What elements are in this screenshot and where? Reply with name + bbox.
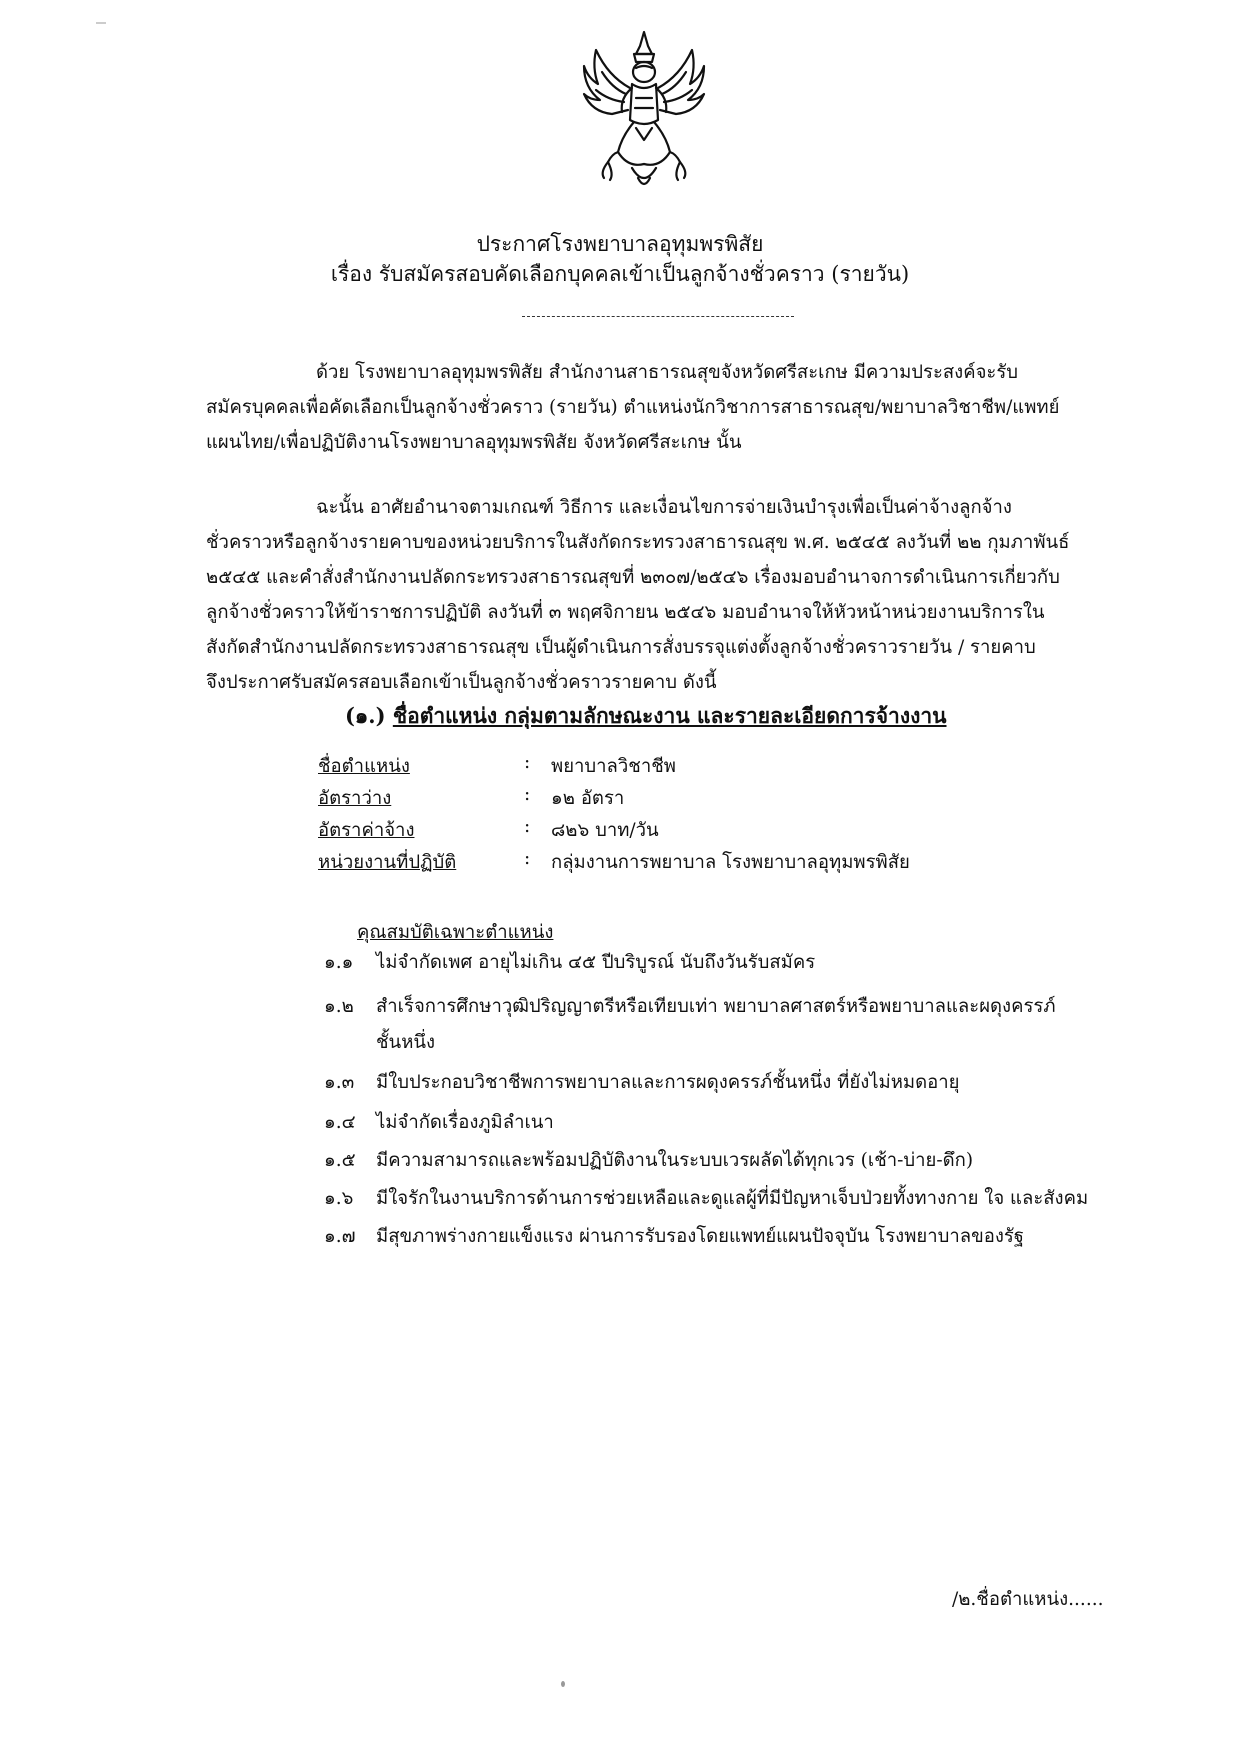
qualification-number: ๑.๔	[324, 1112, 356, 1133]
paragraph-line: แผนไทย/เพื่อปฏิบัติงานโรงพยาบาลอุทุมพรพิสัย จังหวัดศรีสะเกษ นั้น	[206, 432, 742, 453]
qualification-number: ๑.๖	[324, 1188, 354, 1209]
qualification-text-continued: ชั้นหนึ่ง	[376, 1032, 436, 1053]
qualification-number: ๑.๗	[324, 1226, 356, 1247]
field-label: อัตราค่าจ้าง	[318, 820, 415, 841]
divider	[522, 316, 794, 317]
field-colon: :	[524, 784, 531, 805]
qualification-number: ๑.๓	[324, 1072, 355, 1093]
field-colon: :	[524, 816, 531, 837]
field-value: ๘๒๖ บาท/วัน	[551, 820, 659, 841]
continuation-note: /๒.ชื่อตำแหน่ง......	[952, 1589, 1104, 1610]
paragraph-line: ฉะนั้น อาศัยอำนาจตามเกณฑ์ วิธีการ และเงื่อนไขการจ่ายเงินบำรุงเพื่อเป็นค่าจ้างลูกจ้าง	[316, 497, 1012, 518]
section-title: ชื่อตำแหน่ง กลุ่มตามลักษณะงาน และรายละเอียดการจ้างงาน	[392, 703, 947, 728]
qualification-text: มีความสามารถและพร้อมปฏิบัติงานในระบบเวรผลัดได้ทุกเวร (เช้า-บ่าย-ดึก)	[376, 1150, 974, 1171]
qualification-number: ๑.๒	[324, 996, 354, 1017]
qualification-text: ไม่จำกัดเพศ อายุไม่เกิน ๔๕ ปีบริบูรณ์ นับถึงวันรับสมัคร	[376, 952, 816, 973]
announcement-title: ประกาศโรงพยาบาลอุทุมพรพิสัย	[476, 232, 764, 256]
field-label: หน่วยงานที่ปฏิบัติ	[318, 852, 457, 873]
qualification-text: มีใจรักในงานบริการด้านการช่วยเหลือและดูแลผู้ที่มีปัญหาเจ็บป่วยทั้งทางกาย ใจ และสังคม	[376, 1188, 1089, 1209]
field-value: ๑๒ อัตรา	[551, 788, 625, 809]
paragraph-line: ลูกจ้างชั่วคราวให้ข้าราชการปฏิบัติ ลงวันที่ ๓ พฤศจิกายน ๒๕๔๖ มอบอำนาจให้หัวหน้าหน่วยงานบริการใน	[206, 602, 1045, 623]
paragraph-line: สังกัดสำนักงานปลัดกระทรวงสาธารณสุข เป็นผู้ดำเนินการสั่งบรรจุแต่งตั้งลูกจ้างชั่วคราวรายวัน / รายคาบ	[206, 637, 1036, 658]
section-number: (๑.)	[345, 703, 386, 728]
announcement-subject: เรื่อง รับสมัครสอบคัดเลือกบุคคลเข้าเป็นลูกจ้างชั่วคราว (รายวัน)	[330, 262, 910, 286]
section-heading	[345, 700, 947, 733]
qualification-number: ๑.๕	[324, 1150, 356, 1171]
field-value: พยาบาลวิชาชีพ	[551, 756, 676, 777]
field-colon: :	[524, 848, 531, 869]
paragraph-line: ด้วย โรงพยาบาลอุทุมพรพิสัย สำนักงานสาธารณสุขจังหวัดศรีสะเกษ มีความประสงค์จะรับ	[316, 362, 1019, 383]
scan-speck	[561, 1681, 565, 1687]
paragraph-intro	[206, 355, 1136, 460]
qualification-text: มีใบประกอบวิชาชีพการพยาบาลและการผดุงครรภ์ชั้นหนึ่ง ที่ยังไม่หมดอายุ	[376, 1072, 960, 1093]
paragraph-line: ชั่วคราวหรือลูกจ้างรายคาบของหน่วยบริการในสังกัดกระทรวงสาธารณสุข พ.ศ. ๒๕๔๕ ลงวันที่ ๒๒ กุมภาพันธ์	[206, 532, 1070, 553]
field-label: อัตราว่าง	[318, 788, 392, 809]
field-colon: :	[524, 752, 531, 773]
paragraph-line: สมัครบุคคลเพื่อคัดเลือกเป็นลูกจ้างชั่วคราว (รายวัน) ตำแหน่งนักวิชาการสาธารณสุข/พยาบาลวิชาชีพ/แพทย์	[206, 397, 1060, 418]
field-value: กลุ่มงานการพยาบาล โรงพยาบาลอุทุมพรพิสัย	[551, 852, 910, 873]
qualification-text: มีสุขภาพร่างกายแข็งแรง ผ่านการรับรองโดยแพทย์แผนปัจจุบัน โรงพยาบาลของรัฐ	[376, 1226, 1025, 1247]
paragraph-authority	[206, 490, 1136, 700]
garuda-emblem	[578, 28, 710, 196]
qualifications-heading: คุณสมบัติเฉพาะตำแหน่ง	[357, 922, 554, 943]
scan-mark	[96, 22, 106, 24]
qualification-text: สำเร็จการศึกษาวุฒิปริญญาตรีหรือเทียบเท่า พยาบาลศาสตร์หรือพยาบาลและผดุงครรภ์	[376, 996, 1056, 1017]
paragraph-line: ๒๕๔๕ และคำสั่งสำนักงานปลัดกระทรวงสาธารณสุขที่ ๒๓๐๗/๒๕๔๖ เรื่องมอบอำนาจการดำเนินการเกี่ยวกับ	[206, 567, 1060, 588]
qualification-number: ๑.๑	[324, 952, 354, 973]
paragraph-line: จึงประกาศรับสมัครสอบเลือกเข้าเป็นลูกจ้างชั่วคราวรายคาบ ดังนี้	[206, 672, 717, 693]
qualification-text: ไม่จำกัดเรื่องภูมิลำเนา	[376, 1112, 554, 1133]
field-label: ชื่อตำแหน่ง	[318, 756, 410, 777]
